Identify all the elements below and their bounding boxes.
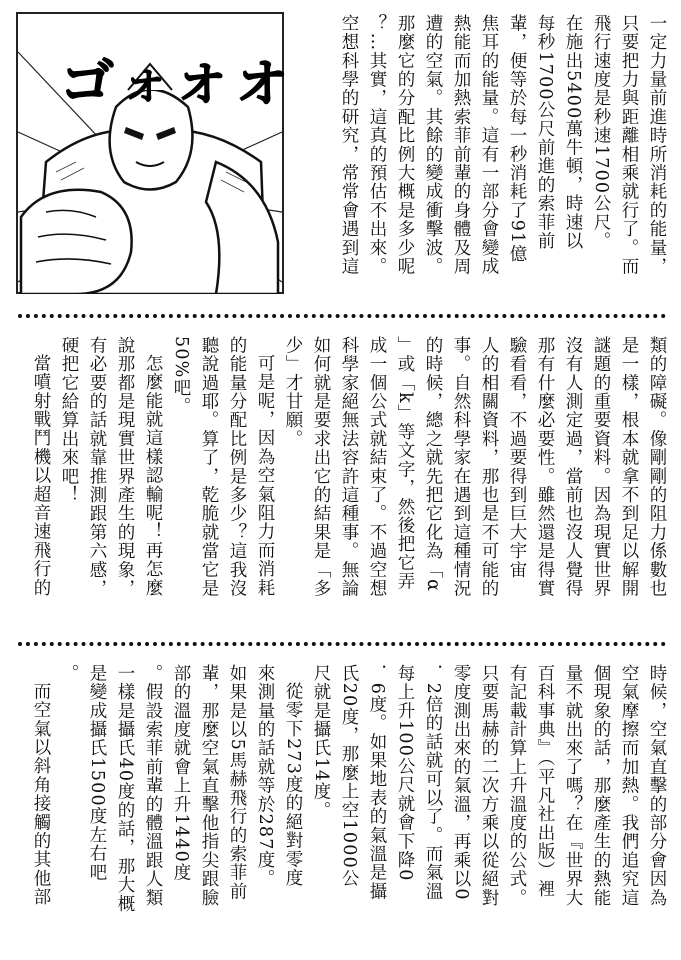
- text-column: 熱能而加熱索菲前輩的身體及周: [451, 14, 471, 276]
- text-column: 焦耳的能量。這有一部分會變成: [479, 14, 499, 276]
- text-column: 零度測出來的氣溫，再乘以0: [451, 664, 471, 901]
- text-column: 空氣摩擦而加熱。我們追究這: [619, 664, 639, 908]
- text-column: 類的障礙。像剛剛的阻力係數也: [647, 336, 667, 598]
- text-column: 的時候，總之就先把它化為「α: [423, 336, 443, 593]
- text-column: 可是呢，因為空氣阻力而消耗: [255, 354, 275, 598]
- sfx-char: オ: [178, 57, 227, 113]
- text-column: 科學家絕無法容許這種事。無論: [339, 336, 359, 598]
- text-column: 。假設索菲前輩的體溫跟人類: [143, 664, 163, 908]
- text-column: ．6度。如果地表的氣溫是攝: [367, 664, 387, 901]
- text-column: 謎題的重要資料。因為現實世界: [591, 336, 611, 598]
- text-column: 輩，便等於每一秒消耗了91億: [507, 14, 527, 264]
- text-column: 如何就是要求出它的結果是「多: [311, 336, 331, 598]
- text-column: 是一樣，根本就拿不到足以解開: [619, 336, 639, 598]
- text-column: 沒有人測定過，當前也沒人覺得: [563, 336, 583, 598]
- sfx-char: ゴ: [60, 51, 114, 114]
- text-column: 一定力量前進時所消耗的能量，: [647, 14, 667, 276]
- text-column: 成一個公式就結束了。不過空想: [367, 336, 387, 598]
- text-column: 怎麼能就這樣認輸呢！再怎麼: [143, 354, 163, 598]
- text-column: 那麼它的分配比例大概是多少呢: [395, 14, 415, 276]
- text-column: 來測量的話就等於287度。: [255, 664, 275, 889]
- text-column: 輩，那麼空氣直擊他指尖跟臉: [199, 664, 219, 908]
- text-column: 一樣是攝氏40度的話，那大概: [115, 664, 135, 914]
- text-column: 飛行速度是秒速1700公尺。: [591, 14, 611, 251]
- text-column: 而空氣以斜角接觸的其他部: [31, 682, 51, 907]
- text-column: 量不就出來了嗎？在『世界大: [563, 664, 583, 908]
- text-column: 氏20度，那麼上空1000公: [339, 664, 359, 888]
- text-column: 時候，空氣直擊的部分會因為: [647, 664, 667, 908]
- text-column: 只要馬赫的二次方乘以從絕對: [479, 664, 499, 908]
- text-column: 驗看看，不過要得到巨大宇宙: [507, 336, 527, 580]
- text-column: 硬把它給算出來吧！: [59, 336, 79, 505]
- text-column: 尺就是攝氏14度。: [311, 664, 331, 820]
- manga-illustration: [16, 12, 289, 294]
- text-column: 事。自然科學家在遇到這種情況: [451, 336, 471, 598]
- text-column: 個現象的話，那麼產生的熱能: [591, 664, 611, 908]
- sfx-char: オ: [236, 55, 289, 115]
- text-column: 50%吧。: [171, 336, 191, 416]
- text-column: 人的相關資料，那也是不可能的: [479, 336, 499, 598]
- text-column: 百科事典』（平凡社出版）裡: [535, 664, 555, 899]
- dotted-divider: [18, 642, 666, 646]
- text-column: 」或「k」等文字，然後把它弄: [395, 336, 415, 591]
- text-column: 每上升100公尺就會下降0: [395, 664, 415, 882]
- sound-effect-text: [60, 38, 292, 115]
- text-column: 是變成攝氏1500度左右吧: [87, 664, 107, 882]
- text-column: 每秒1700公尺前進的索菲前: [535, 14, 555, 251]
- text-column: 。: [59, 664, 79, 683]
- dotted-divider: [18, 314, 666, 318]
- text-column: 如果是以5馬赫飛行的索菲前: [227, 664, 247, 901]
- text-column: 少」才甘願。: [283, 336, 303, 449]
- text-column: 說那都是現實世界產生的現象，: [115, 336, 135, 598]
- text-column: ．2倍的話就可以了。而氣溫: [423, 664, 443, 901]
- text-column: 部的溫度就會上升1440度: [171, 664, 191, 882]
- text-column: 有必要的話就靠推測跟第六感，: [87, 336, 107, 598]
- text-column: 有記載計算上升溫度的公式。: [507, 664, 527, 908]
- text-column: 只要把力與距離相乘就行了。而: [619, 14, 639, 276]
- text-column: 空想科學的研究，常常會遇到這: [339, 14, 359, 276]
- text-column: 在施出5400萬牛頓，時速以: [563, 14, 583, 251]
- text-column: 從零下273度的絕對零度: [283, 682, 303, 888]
- sfx-char: オ: [126, 65, 165, 109]
- text-column: 聽說過耶。算了，乾脆就當它是: [199, 336, 219, 598]
- text-column: 當噴射戰鬥機以超音速飛行的: [31, 354, 51, 598]
- text-column: 那有什麼必要性。雖然還是得實: [535, 336, 555, 598]
- text-column: 的能量分配比例是多少？這我沒: [227, 336, 247, 598]
- text-column: ？…其實，這真的預估不出來。: [367, 14, 387, 276]
- text-column: 遭的空氣。其餘的變成衝擊波。: [423, 14, 443, 276]
